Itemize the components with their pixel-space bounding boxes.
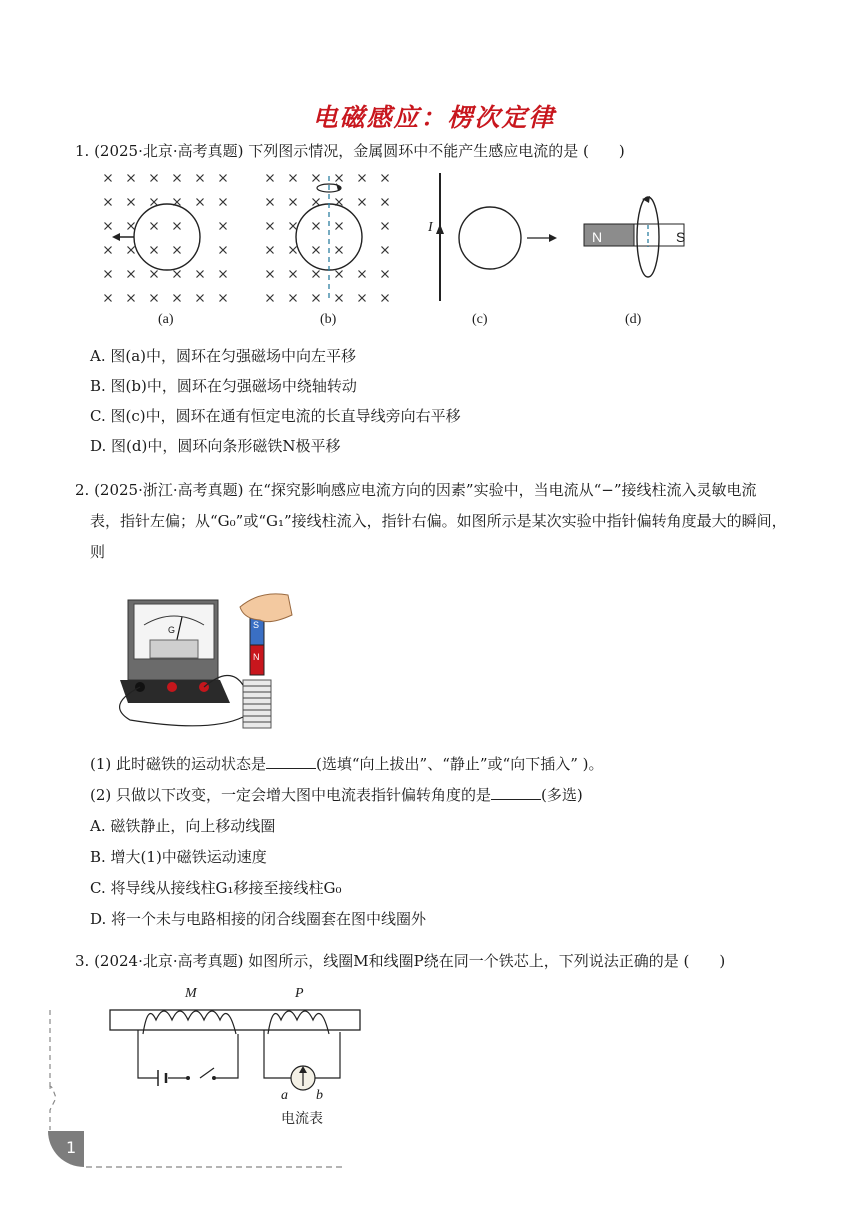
q1-figure-b [262,168,422,308]
field-cross-mark [220,175,227,182]
field-cross-mark [197,199,204,206]
field-cross-mark [220,247,227,254]
coil-m-label: M [185,986,197,1001]
fig-label-c: (c) [472,312,488,327]
q2-sub1 [90,753,604,775]
magnet-s-label: S [676,229,686,245]
q1-option-b: B. 图(b)中，圆环在匀强磁场中绕轴转动 [90,377,357,395]
question-2-stem-line3: 则 [90,543,106,561]
field-cross-mark [197,175,204,182]
field-cross-mark [220,199,227,206]
field-cross-mark [151,175,158,182]
field-cross-mark [220,271,227,278]
field-cross-mark [105,247,112,254]
field-cross-mark [174,271,181,278]
q2-sub2-suffix: (多选) [541,786,583,804]
field-cross-mark [382,247,389,254]
field-cross-mark [267,199,274,206]
q2-option-d: D. 将一个未与电路相接的闭合线圈套在图中线圈外 [90,910,427,928]
meter-letter: G [168,625,176,635]
fig-label-a: (a) [158,312,174,327]
fig-label-d: (d) [625,312,642,327]
field-cross-mark [128,247,135,254]
field-cross-mark [151,247,158,254]
question-2-stem-line2: 表，指针左偏；从“G₀”或“G₁”接线柱流入，指针右偏。如图所示是某次实验中指针偏转角度最大的瞬间， [90,512,787,530]
field-cross-mark [220,223,227,230]
q2-sub2 [90,784,583,806]
q2-sub2-prefix: (2) 只做以下改变，一定会增大图中电流表指针偏转角度的是 [90,786,492,804]
field-cross-mark [382,199,389,206]
field-cross-mark [174,175,181,182]
field-cross-mark [267,271,274,278]
field-cross-mark [336,247,343,254]
current-label: I [428,220,433,235]
terminal-a-label: a [281,1088,288,1103]
field-cross-mark [290,175,297,182]
field-cross-mark [174,247,181,254]
field-cross-mark [290,295,297,302]
question-3-stem: 3. (2024·北京·高考真题) 如图所示，线圈M和线圈P绕在同一个铁芯上，下列说法正确的是 ( ) [75,952,726,970]
q1-figure-a [100,168,260,308]
field-cross-mark [359,175,366,182]
q1-option-d: D. 图(d)中，圆环向条形磁铁N极平移 [90,437,341,455]
field-cross-mark [174,223,181,230]
q2-option-a: A. 磁铁静止，向上移动线圈 [90,817,276,835]
field-cross-mark [220,295,227,302]
field-cross-mark [313,199,320,206]
field-cross-mark [290,199,297,206]
field-cross-mark [359,271,366,278]
q1-figure-c [425,168,565,308]
terminal-b-label: b [316,1088,323,1103]
q2-option-c: C. 将导线从接线柱G₁移接至接线柱G₀ [90,879,342,897]
page-number: 1 [66,1138,77,1157]
field-cross-mark [151,271,158,278]
field-cross-mark [336,223,343,230]
answer-blank-2[interactable] [491,784,541,800]
field-cross-mark [290,223,297,230]
page-corner-decoration [46,1010,356,1172]
field-cross-mark [128,175,135,182]
field-cross-mark [197,271,204,278]
q2-sub1-suffix: (选填“向上拔出”、“静止”或“向下插入” )。 [316,755,604,773]
answer-blank-1[interactable] [266,753,316,769]
field-cross-mark [151,295,158,302]
field-cross-mark [267,175,274,182]
question-2-stem-line1: 2. (2025·浙江·高考真题) 在“探究影响感应电流方向的因素”实验中，当电流从“−”接线柱流入灵敏电流 [75,481,757,499]
coil-p-label: P [295,986,304,1001]
field-cross-mark [290,247,297,254]
field-cross-mark [151,223,158,230]
field-cross-mark [382,271,389,278]
field-cross-mark [174,295,181,302]
field-cross-mark [105,223,112,230]
field-cross-mark [313,223,320,230]
field-cross-mark [151,199,158,206]
field-cross-mark [336,271,343,278]
field-cross-mark [267,247,274,254]
field-cross-mark [105,295,112,302]
field-cross-mark [105,271,112,278]
field-cross-mark [382,175,389,182]
field-cross-mark [128,199,135,206]
magnet-n-label: N [592,229,603,245]
page-title: 电磁感应：楞次定律 [312,103,556,132]
field-cross-mark [313,295,320,302]
q2-magnet-s: S [253,620,260,630]
q2-sub1-prefix: (1) 此时磁铁的运动状态是 [90,755,267,773]
q2-magnet-n: N [253,652,260,662]
fig-label-b: (b) [320,312,337,327]
question-1-stem: 1. (2025·北京·高考真题) 下列图示情况，金属圆环中不能产生感应电流的是 ( ) [75,142,625,160]
meter-caption: 电流表 [281,1111,323,1127]
q1-option-c: C. 图(c)中，圆环在通有恒定电流的长直导线旁向右平移 [90,407,461,425]
q1-option-a: A. 图(a)中，圆环在匀强磁场中向左平移 [90,347,357,365]
field-cross-mark [128,295,135,302]
field-cross-mark [290,271,297,278]
field-cross-mark [359,295,366,302]
galvanometer-apparatus-illustration [110,585,300,735]
field-cross-mark [105,175,112,182]
field-cross-mark [336,295,343,302]
q2-option-b: B. 增大(1)中磁铁运动速度 [90,848,267,866]
field-cross-mark [313,271,320,278]
field-cross-mark [128,223,135,230]
field-cross-mark [128,271,135,278]
field-cross-mark [267,223,274,230]
field-cross-mark [382,295,389,302]
field-cross-mark [267,295,274,302]
field-cross-mark [313,175,320,182]
field-cross-mark [105,199,112,206]
field-cross-mark [359,199,366,206]
field-cross-mark [382,223,389,230]
field-cross-mark [336,175,343,182]
field-cross-mark [313,247,320,254]
field-cross-mark [197,295,204,302]
